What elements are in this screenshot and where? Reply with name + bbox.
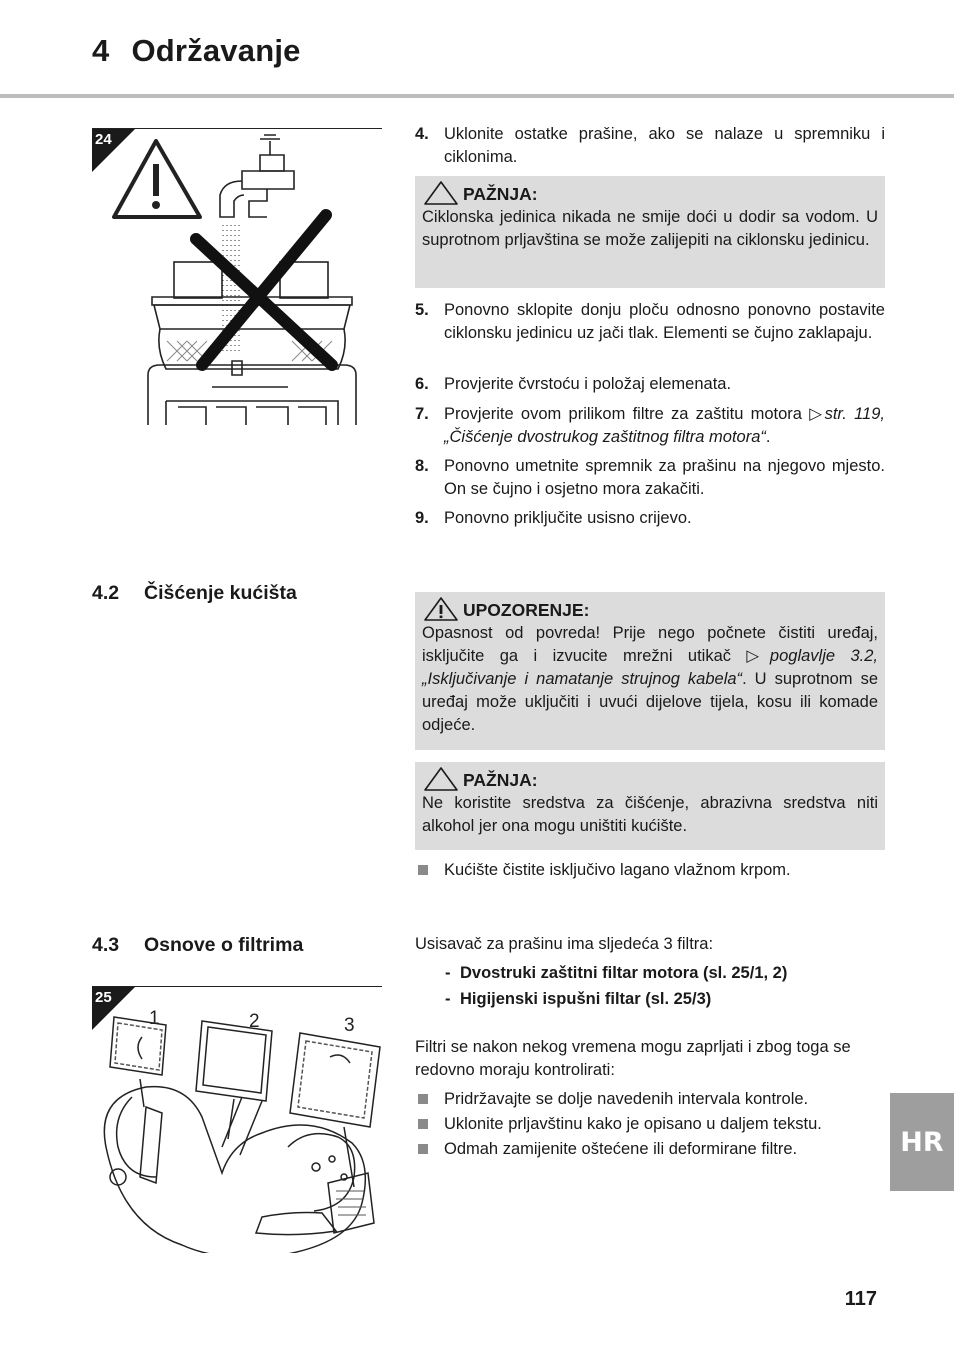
filters-intro: Usisavač za prašinu ima sljedeća 3 filtra: bbox=[415, 935, 714, 953]
figure-label: 3 bbox=[344, 1015, 355, 1036]
caution-text: Ciklonska jedinica nikada ne smije doći u dodir sa vodom. U suprotnom prljavština se može zalijepiti na ciklonsku jedinicu. bbox=[422, 208, 878, 249]
caution-triangle-icon bbox=[422, 180, 460, 206]
list-item bbox=[415, 507, 885, 530]
bullet-text: Odmah zamijenite oštećene ili deformirane filtre. bbox=[444, 1140, 798, 1158]
list-item bbox=[415, 123, 885, 169]
caution-box bbox=[415, 176, 885, 288]
warning-text-part: Opasnost od povreda! Prije nego počnete čistiti uređaj, isključite ga i izvucite mrežni utikač bbox=[422, 624, 878, 665]
list-item: - Dvostruki zaštitni filtar motora (sl. 25/1, 2) bbox=[445, 964, 788, 982]
step-number: 5. bbox=[415, 301, 429, 319]
list-item bbox=[415, 1138, 885, 1161]
chapter-number: 4 bbox=[92, 33, 110, 68]
step-number: 7. bbox=[415, 405, 429, 423]
section-number: 4.2 bbox=[92, 582, 120, 604]
step-number: 4. bbox=[415, 125, 429, 143]
list-item bbox=[415, 403, 885, 449]
list-item bbox=[415, 299, 885, 345]
figure-24-illustration bbox=[92, 129, 382, 425]
section-heading-4-3 bbox=[92, 934, 303, 957]
list-item bbox=[415, 455, 885, 501]
section-number: 4.3 bbox=[92, 934, 120, 956]
step-number: 8. bbox=[415, 457, 429, 475]
section-title: Čišćenje kućišta bbox=[144, 582, 297, 604]
list-item bbox=[415, 1088, 885, 1111]
caution-title-text: PAŽNJA: bbox=[463, 770, 538, 790]
reference-arrow-icon: ▷ bbox=[809, 405, 825, 423]
page-number: 117 bbox=[844, 1288, 877, 1310]
bullet-text: Uklonite prljavštinu kako je opisano u daljem tekstu. bbox=[444, 1115, 822, 1133]
figure-number-badge bbox=[92, 129, 135, 172]
step-text: Ponovno sklopite donju ploču odnosno ponovno postavite ciklonsku jedinicu uz jači tlak. Elementi se čujno zaklapaju. bbox=[444, 301, 885, 342]
filter-name: Dvostruki zaštitni filtar motora (sl. 25/1, 2) bbox=[460, 964, 788, 982]
figure-number-badge bbox=[92, 987, 135, 1030]
chapter-title-text: Održavanje bbox=[131, 33, 301, 68]
caution-box bbox=[415, 762, 885, 850]
caution-title-text: PAŽNJA: bbox=[463, 184, 538, 204]
figure-24 bbox=[92, 128, 382, 425]
section-heading-4-2 bbox=[92, 582, 297, 605]
caution-title bbox=[422, 769, 878, 792]
bullet-text: Kućište čistite isključivo lagano vlažnom krpom. bbox=[444, 861, 791, 879]
warning-text bbox=[422, 622, 878, 737]
warning-exclamation-icon bbox=[422, 596, 460, 622]
list-item: - Higijenski ispušni filtar (sl. 25/3) bbox=[445, 990, 712, 1008]
step-text-part: . bbox=[765, 428, 771, 446]
figure-number: 25 bbox=[95, 989, 112, 1006]
figure-label: 2 bbox=[249, 1011, 260, 1032]
filters-paragraph: Filtri se nakon nekog vremena mogu zaprljati i zbog toga se redovno moraju kontrolirati: bbox=[415, 1038, 851, 1079]
bullet-square-icon bbox=[418, 1094, 428, 1104]
step-text: Ponovno umetnite spremnik za prašinu na njegovo mjesto. On se čujno i osjetno mora zakačiti. bbox=[444, 457, 885, 498]
step-text: Uklonite ostatke prašine, ako se nalaze u spremniku i ciklonima. bbox=[444, 125, 885, 166]
list-item bbox=[415, 859, 885, 882]
section-title: Osnove o filtrima bbox=[144, 934, 304, 956]
step-number: 9. bbox=[415, 509, 429, 527]
reference-arrow-icon: ▷ bbox=[746, 647, 770, 665]
step-text: Ponovno priključite usisno crijevo. bbox=[444, 509, 692, 527]
bullet-square-icon bbox=[418, 1119, 428, 1129]
bullet-text: Pridržavajte se dolje navedenih intervala kontrole. bbox=[444, 1090, 809, 1108]
warning-text-part: . U suprotnom se uređaj može uključiti i uvući dijelove tijela, kosu ili komade odjeće. bbox=[422, 670, 878, 734]
caution-text: Ne koristite sredstva za čišćenje, abrazivna sredstva niti alkohol jer ona mogu uništiti kućište. bbox=[422, 794, 878, 835]
list-item bbox=[415, 1113, 885, 1136]
step-text bbox=[444, 403, 885, 449]
bullet-square-icon bbox=[418, 1144, 428, 1154]
step-text-part: Provjerite ovom prilikom filtre za zaštitu motora bbox=[444, 405, 810, 423]
header-rule bbox=[0, 94, 954, 98]
list-item bbox=[415, 373, 885, 396]
caution-triangle-icon bbox=[422, 766, 460, 792]
caution-title bbox=[422, 183, 878, 206]
filter-name: Higijenski ispušni filtar (sl. 25/3) bbox=[460, 990, 712, 1008]
cross-reference-link[interactable]: str. 119, „Čišćenje dvostrukog zaštitnog filtra motora“ bbox=[444, 405, 885, 446]
figure-25-illustration bbox=[92, 987, 382, 1253]
bullet-square-icon bbox=[418, 865, 428, 875]
step-number: 6. bbox=[415, 375, 429, 393]
warning-title-text: UPOZORENJE: bbox=[463, 600, 590, 620]
cross-reference-link[interactable]: poglavlje 3.2, „Isključivanje i namatanje strujnog kabela“ bbox=[422, 647, 878, 688]
warning-box bbox=[415, 592, 885, 750]
language-tab: HR bbox=[890, 1093, 954, 1191]
step-text: Provjerite čvrstoću i položaj elemenata. bbox=[444, 375, 732, 393]
figure-number: 24 bbox=[95, 131, 112, 148]
warning-title bbox=[422, 599, 878, 622]
figure-label: 1 bbox=[149, 1008, 160, 1029]
figure-25 bbox=[92, 986, 382, 1253]
chapter-title bbox=[92, 33, 301, 69]
